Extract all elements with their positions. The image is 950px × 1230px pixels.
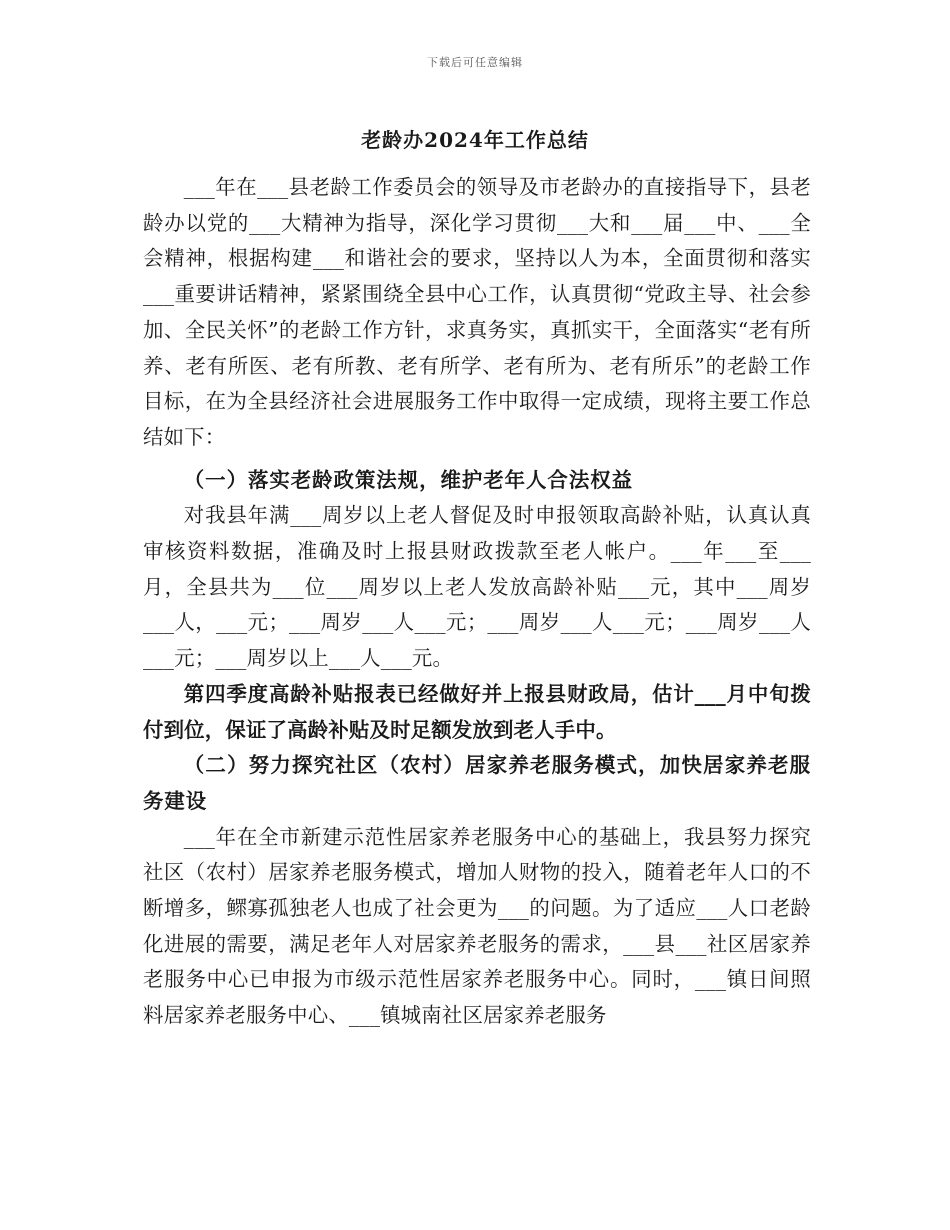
paragraph-home-care: ___年在全市新建示范性居家养老服务中心的基础上，我县努力探究社区（农村）居家养老服务模式，增加人财物的投入，随着老年人口的不断增多，鳏寡孤独老人也成了社会更为___的问题。为了适应___人口老龄化进展的需要，满足老年人对居家养老服务的需求，___县___社区居家养老服务中心已申报为市级示范性居家养老服务中心。同时，___镇日间照料居家养老服务中心、___镇城南社区居家养老服务 [143,824,811,1028]
document-title: 老龄办2024年工作总结 [361,128,589,152]
header-note: 下载后可任意编辑 [427,56,523,69]
paragraph-intro: ___年在___县老龄工作委员会的领导及市老龄办的直接指导下，县老龄办以党的___大精神为指导，深化学习贯彻___大和___届___中、___全会精神，根据构建___和谐社会的要求，坚持以人为本，全面贯彻和落实___重要讲话精神，紧紧围绕全县中心工作，认真贯彻“党政主导、社会参加、全民关怀”的老龄工作方针，求真务实，真抓实干，全面落实“老有所养、老有所医、老有所教、老有所学、老有所为、老有所乐”的老龄工作目标，在为全县经济社会进展服务工作中取得一定成绩，现将主要工作总结如下： [143,175,811,449]
document-body [143,170,811,1034]
section-heading-1: （一）落实老龄政策法规，维护老年人合法权益 [183,467,633,492]
paragraph-q4-report: 第四季度高龄补贴报表已经做好并上报县财政局，估计___月中旬拨付到位，保证了高龄补贴及时足额发放到老人手中。 [143,681,811,742]
section-heading-2: （二）努力探究社区（农村）居家养老服务模式，加快居家养老服务建设 [143,753,811,813]
paragraph-subsidy: 对我县年满___周岁以上老人督促及时申报领取高龄补贴，认真认真审核资料数据，准确及时上报县财政拨款至老人帐户。___年___至___月，全县共为___位___周岁以上老人发放高龄补贴___元，其中___周岁___人，___元；___周岁___人___元；___周岁___人___元；___周岁___人___元；___周岁以上___人___元。 [143,503,811,671]
